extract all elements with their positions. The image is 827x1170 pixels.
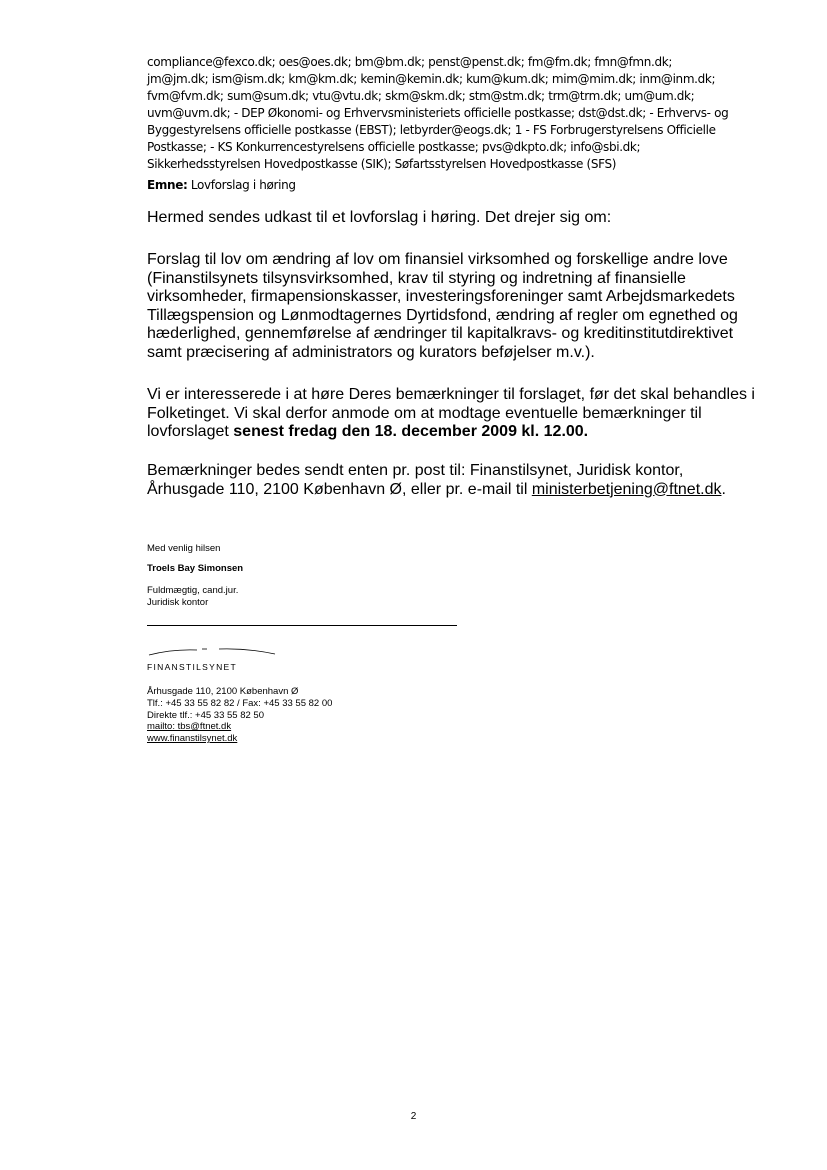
contact-phone: Tlf.: +45 33 55 82 82 / Fax: +45 33 55 82 00 [147, 697, 333, 709]
proposal-paragraph [147, 251, 797, 363]
finanstilsynet-logo [147, 645, 282, 675]
submission-line [147, 481, 797, 500]
signature-divider [147, 625, 457, 626]
recipients-line: fvm@fvm.dk; sum@sum.dk; vtu@vtu.dk; skm@skm.dk; stm@stm.dk; trm@trm.dk; um@um.dk; [147, 89, 695, 103]
submission-suffix: . [721, 480, 726, 498]
deadline-text: senest fredag den 18. december 2009 kl. 12.00. [233, 423, 589, 441]
subject-line [147, 177, 296, 194]
recipients-list [147, 54, 797, 173]
recipients-line: Byggestyrelsens officielle postkasse (EBST); letbyrder@eogs.dk; 1 - FS Forbrugerstyrelsens Officielle [147, 123, 716, 137]
signature-title [147, 585, 238, 608]
contact-block [147, 686, 332, 745]
request-prefix: lovforslaget [147, 423, 234, 441]
name-text: Troels Bay Simonsen [147, 563, 244, 574]
proposal-line: Forslag til lov om ændring af lov om finansiel virksomhed og forskellige andre love [147, 251, 728, 268]
logo-text: FINANSTILSYNET [147, 662, 237, 672]
subject-label: Emne: [147, 178, 188, 192]
submission-paragraph [147, 462, 797, 499]
contact-web-link[interactable]: www.finanstilsynet.dk [147, 733, 238, 745]
title-text: Fuldmægtig, cand.jur. [147, 585, 239, 596]
signature-name [147, 563, 243, 575]
contact-mail-link[interactable]: mailto: tbs@ftnet.dk [147, 721, 232, 733]
email-link[interactable]: ministerbetjening@ftnet.dk [531, 480, 722, 498]
page-number: 2 [410, 1111, 417, 1122]
proposal-line: samt præcisering af administrators og kurators beføjelser m.v.). [147, 343, 595, 361]
proposal-line: virksomheder, firmapensionskasser, investeringsforeninger samt Arbejdsmarkedets [147, 288, 735, 306]
submission-prefix: Århusgade 110, 2100 København Ø, eller pr. e-mail til [147, 480, 532, 498]
request-line [147, 423, 797, 442]
proposal-line: hæderlighed, gennemførelse af ændringer til kapitalkravs- og kreditinstitutdirektivet [147, 325, 734, 343]
recipients-line: jm@jm.dk; ism@ism.dk; km@km.dk; kemin@kemin.dk; kum@kum.dk; mim@mim.dk; inm@inm.dk; [147, 72, 716, 86]
contact-direct: Direkte tlf.: +45 33 55 82 50 [147, 709, 264, 721]
submission-line: Bemærkninger bedes sendt enten pr. post til: Finanstilsynet, Juridisk kontor, [147, 462, 684, 479]
recipients-line: compliance@fexco.dk; oes@oes.dk; bm@bm.dk; penst@penst.dk; fm@fm.dk; fmn@fmn.dk; [147, 55, 673, 69]
department-text: Juridisk kontor [147, 596, 209, 608]
proposal-line: (Finanstilsynets tilsynsvirksomhed, krav til styring og indretning af finansielle [147, 269, 686, 287]
subject-value: Lovforslag i høring [190, 178, 296, 192]
recipients-line: Sikkerhedsstyrelsen Hovedpostkasse (SIK); Søfartsstyrelsen Hovedpostkasse (SFS) [147, 157, 617, 171]
signature-greeting [147, 543, 220, 555]
recipients-line: uvm@uvm.dk; - DEP Økonomi- og Erhvervsministeriets officielle postkasse; dst@dst.dk; - Erhvervs- og [147, 106, 729, 120]
recipients-line: Postkasse; - KS Konkurrencestyrelsens officielle postkasse; pvs@dkpto.dk; info@sbi.dk; [147, 140, 641, 154]
intro-text: Hermed sendes udkast til et lovforslag i høring. Det drejer sig om: [147, 209, 612, 226]
request-line: Folketinget. Vi skal derfor anmode om at modtage eventuelle bemærkninger til [147, 404, 702, 422]
logo-swoosh-icon [147, 645, 282, 659]
request-paragraph [147, 386, 797, 442]
request-line: Vi er interesserede i at høre Deres bemærkninger til forslaget, før det skal behandles i [147, 386, 755, 403]
proposal-line: Tillægspension og Lønmodtagernes Dyrtidsfond, ændring af regler om egnethed og [147, 306, 738, 324]
intro-paragraph [147, 209, 797, 228]
greeting-text: Med venlig hilsen [147, 543, 221, 554]
contact-address: Århusgade 110, 2100 København Ø [147, 686, 299, 697]
